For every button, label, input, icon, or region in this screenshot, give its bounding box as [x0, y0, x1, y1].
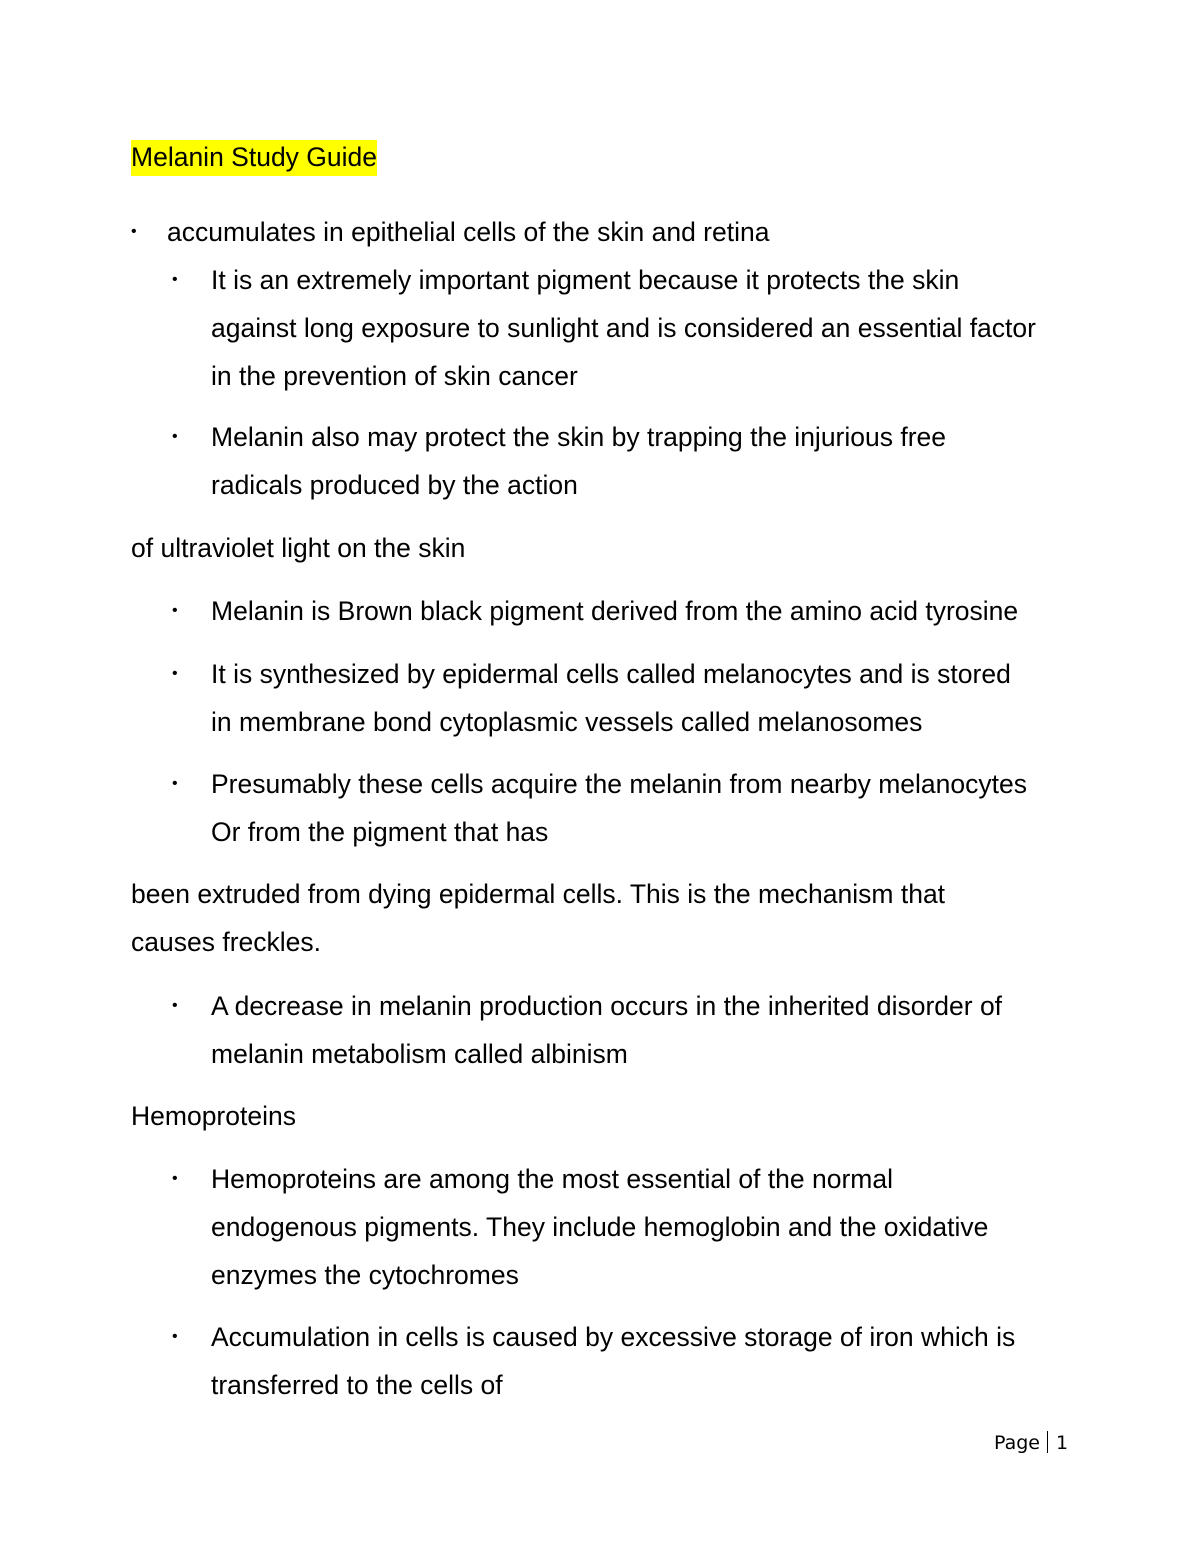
bullet-dot: •	[172, 428, 178, 445]
bullet-text	[211, 760, 1027, 856]
text-line: It is an extremely important pigment because it protects the skin	[211, 265, 960, 295]
text-line: Accumulation in cells is caused by excessive storage of iron which is	[211, 1322, 1016, 1352]
text-line: accumulates in epithelial cells of the skin and retina	[167, 217, 770, 247]
text-line: in membrane bond cytoplasmic vessels called melanosomes	[211, 707, 923, 737]
text-line: A decrease in melanin production occurs in the inherited disorder of	[211, 991, 1003, 1021]
text-line: It is synthesized by epidermal cells called melanocytes and is stored	[211, 659, 1011, 689]
bullet-text	[211, 1313, 1015, 1409]
bullet-item	[172, 982, 1172, 1078]
bullet-dot: •	[172, 1170, 178, 1187]
text-line: Melanin also may protect the skin by trapping the injurious free	[211, 422, 947, 452]
bullet-dot: •	[131, 223, 137, 240]
bullet-item	[172, 256, 1172, 400]
bullet-item	[172, 413, 1172, 509]
text-line: been extruded from dying epidermal cells. This is the mechanism that	[131, 879, 946, 909]
bullet-item	[131, 208, 1131, 256]
paragraph	[131, 524, 465, 572]
bullet-dot: •	[172, 602, 178, 619]
bullet-text	[167, 208, 769, 256]
text-line: against long exposure to sunlight and is considered an essential factor	[211, 313, 1036, 343]
text-line: Presumably these cells acquire the melanin from nearby melanocytes	[211, 769, 1028, 799]
section-heading	[131, 1092, 296, 1140]
page-label: Page	[994, 1432, 1040, 1454]
text-line: Or from the pigment that has	[211, 817, 549, 847]
paragraph	[131, 870, 945, 966]
bullet-text	[211, 587, 1018, 635]
footer-separator	[1047, 1431, 1048, 1453]
bullet-text	[211, 1155, 988, 1299]
bullet-item	[172, 587, 1172, 635]
text-line: Melanin is Brown black pigment derived from the amino acid tyrosine	[211, 596, 1019, 626]
text-line: melanin metabolism called albinism	[211, 1039, 628, 1069]
text-line: endogenous pigments. They include hemoglobin and the oxidative	[211, 1212, 989, 1242]
page-footer	[994, 1429, 1068, 1457]
text-line: of ultraviolet light on the skin	[131, 533, 466, 563]
text-line: causes freckles.	[131, 927, 321, 957]
bullet-dot: •	[172, 997, 178, 1014]
bullet-item	[172, 760, 1172, 856]
bullet-dot: •	[172, 665, 178, 682]
bullet-item	[172, 650, 1172, 746]
bullet-item	[172, 1313, 1172, 1409]
bullet-dot: •	[172, 775, 178, 792]
bullet-text	[211, 256, 1036, 400]
bullet-item	[172, 1155, 1172, 1299]
page-number: 1	[1056, 1432, 1069, 1454]
document-title	[131, 134, 377, 180]
text-line: in the prevention of skin cancer	[211, 361, 578, 391]
bullet-dot: •	[172, 271, 178, 288]
bullet-text	[211, 650, 1011, 746]
bullet-text	[211, 413, 946, 509]
bullet-text	[211, 982, 1002, 1078]
text-line: radicals produced by the action	[211, 470, 578, 500]
title-highlight: Melanin Study Guide	[131, 140, 377, 176]
text-line: Hemoproteins	[131, 1101, 296, 1131]
bullet-dot: •	[172, 1328, 178, 1345]
text-line: enzymes the cytochromes	[211, 1260, 519, 1290]
text-line: Hemoproteins are among the most essential of the normal	[211, 1164, 893, 1194]
text-line: transferred to the cells of	[211, 1370, 503, 1400]
